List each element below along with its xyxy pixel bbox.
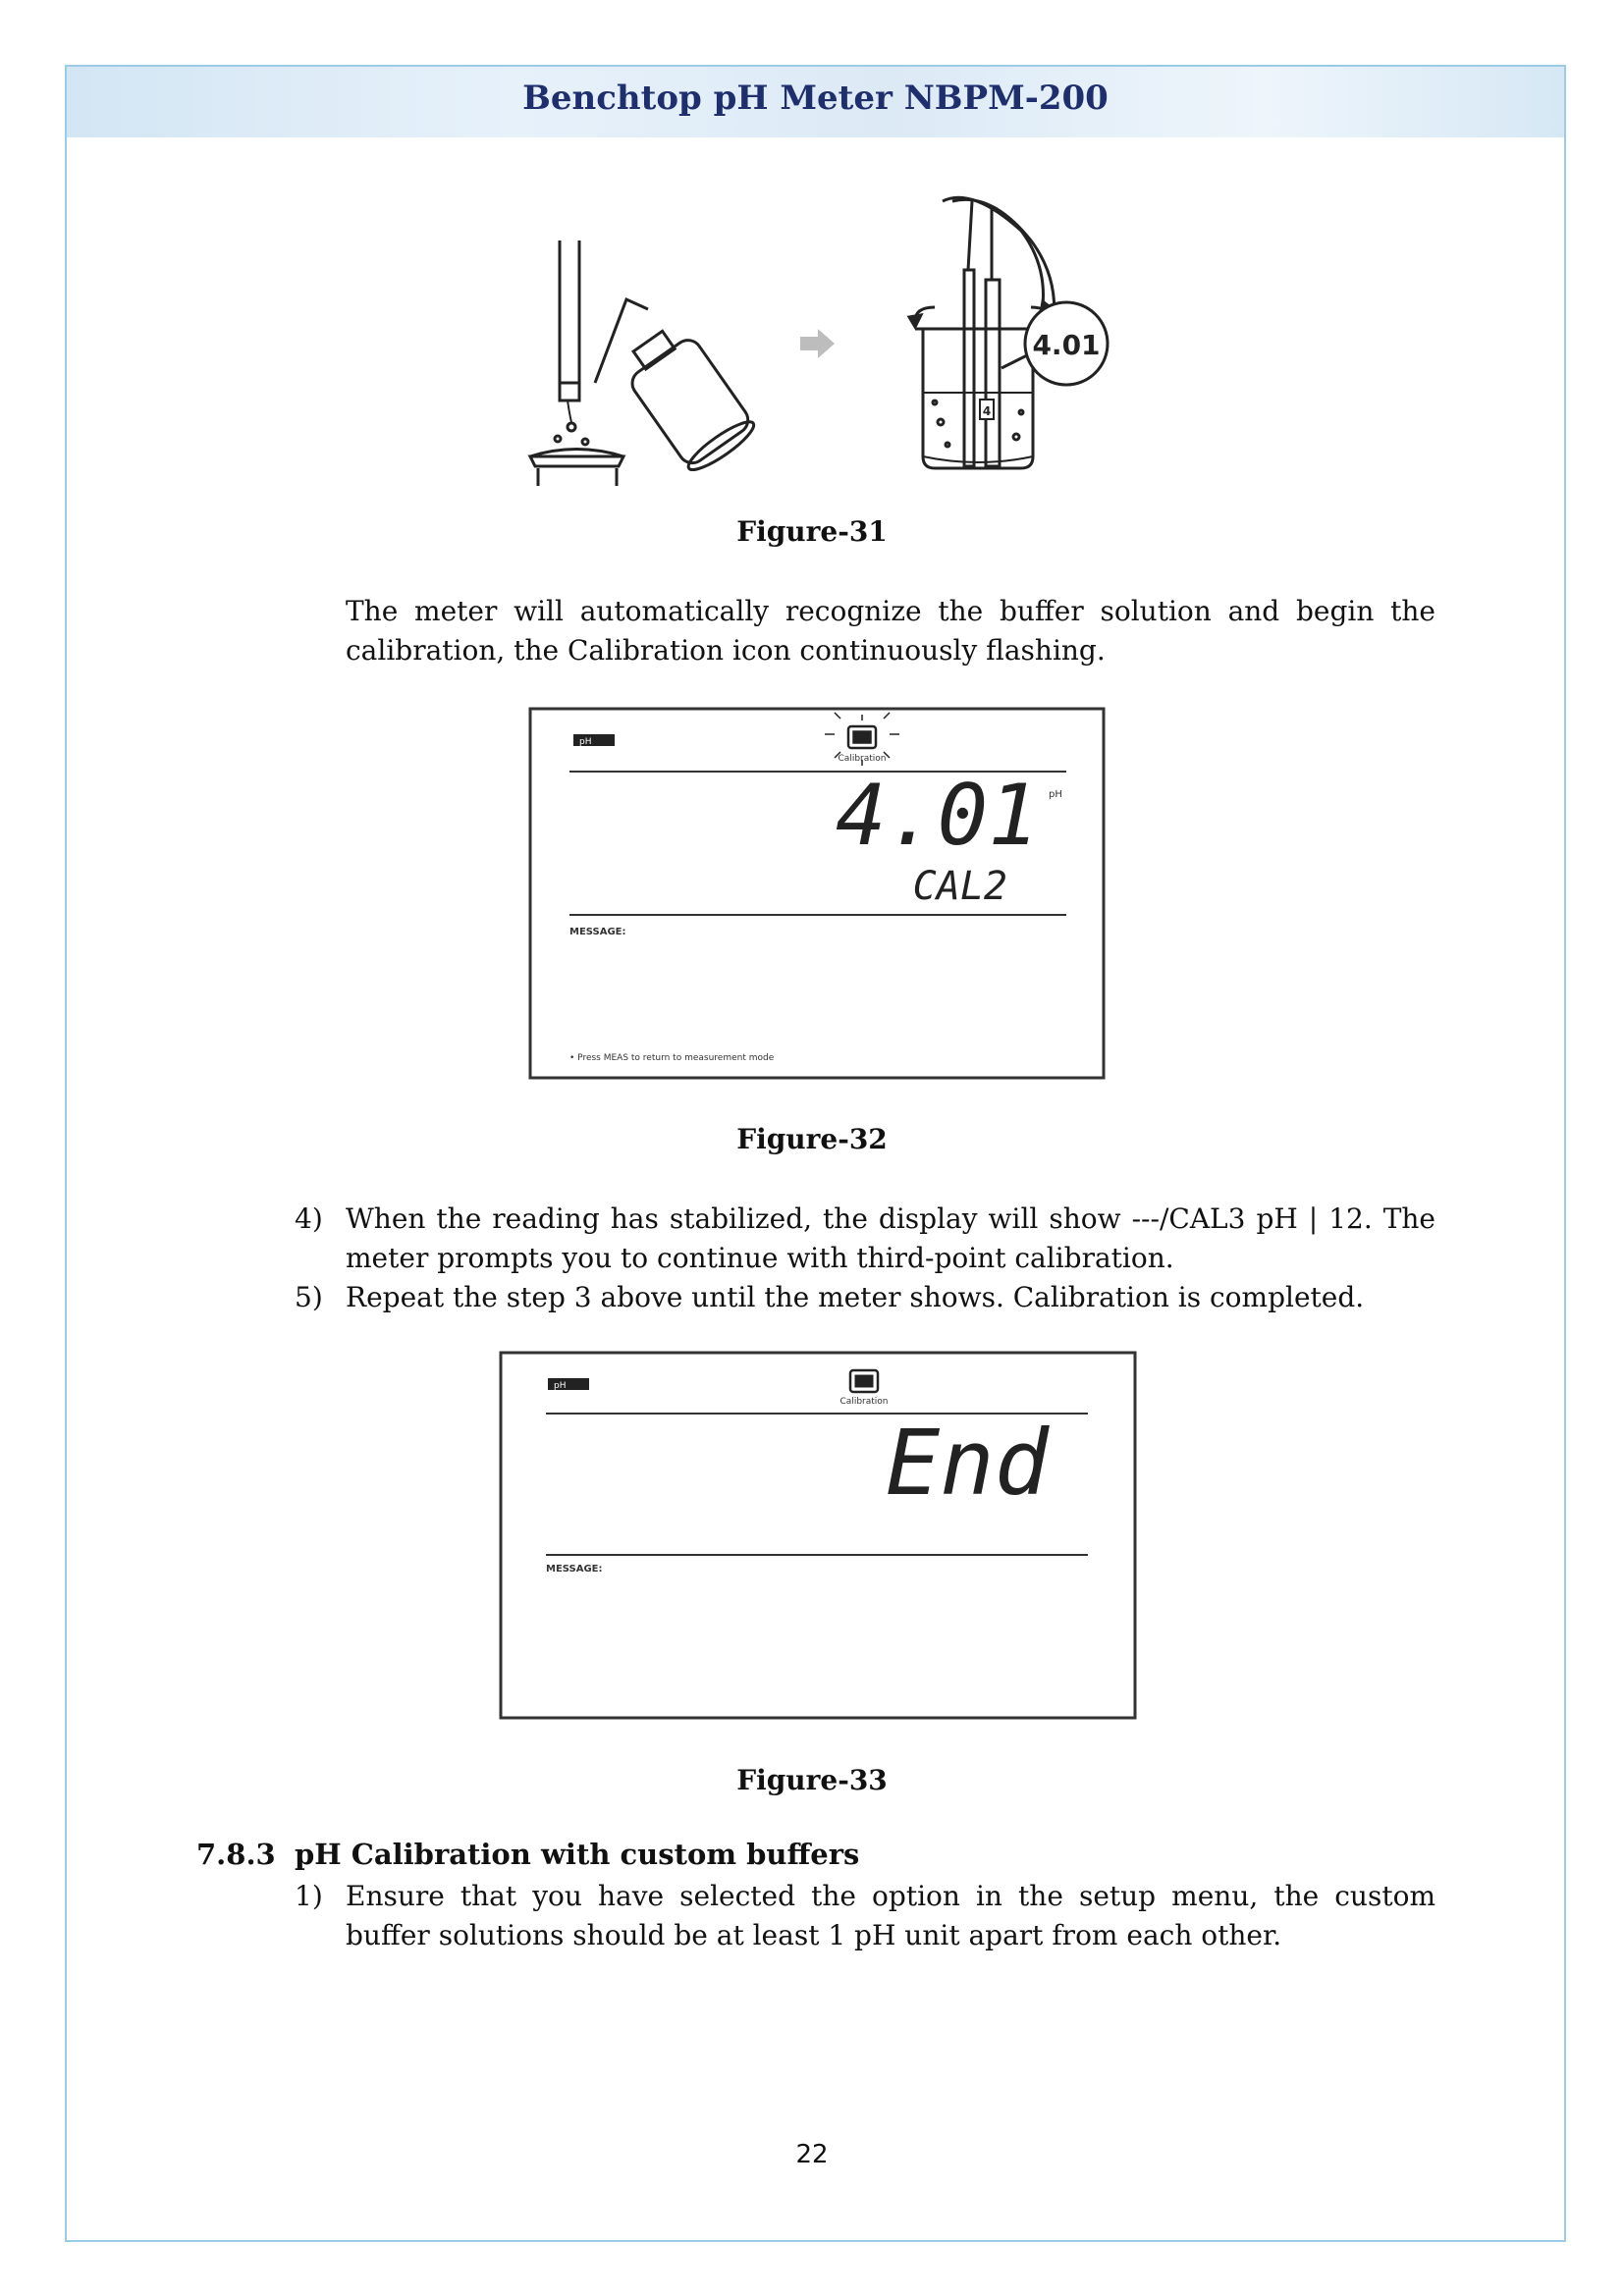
page-title: Benchtop pH Meter NBPM-200: [522, 79, 1109, 118]
end-reading: End: [885, 1411, 1049, 1516]
ph-mode-badge-text: pH: [579, 737, 592, 747]
calibration-label: Calibration: [838, 754, 887, 764]
page-number: 22: [795, 2140, 829, 2169]
beaker-label: 4: [982, 404, 992, 418]
list-item-number: 5): [295, 1281, 323, 1313]
message-label: MESSAGE:: [546, 1564, 603, 1575]
ph-mode-badge-text: pH: [554, 1381, 567, 1391]
callout-value: 4.01: [1032, 329, 1101, 361]
figure-33-lcd: [499, 1351, 1139, 1722]
paragraph-line-1: The meter will automatically recognize the buffer solution and begin the: [346, 595, 1435, 627]
secondary-reading: CAL2: [912, 864, 1007, 909]
figure-33-caption: Figure-33: [736, 1764, 888, 1796]
list-item-text: When the reading has stabilized, the display will show ---/CAL3 pH | 12. The meter prompts you to continue with third-point calibration.: [346, 1202, 1435, 1274]
list-item-number: 4): [295, 1202, 323, 1235]
list-item-text: Ensure that you have selected the option in the setup menu, the custom buffer solutions should be at least 1 pH unit apart from each other.: [346, 1880, 1435, 1951]
arrow-right-icon: [800, 329, 835, 358]
list-item-text: Repeat the step 3 above until the meter shows. Calibration is completed.: [346, 1281, 1365, 1313]
figure-31-illustration: [511, 191, 1119, 486]
message-label: MESSAGE:: [569, 927, 626, 937]
section-title: pH Calibration with custom buffers: [295, 1838, 860, 1871]
figure-32-caption: Figure-32: [736, 1123, 888, 1155]
rinse-illustration: [530, 240, 759, 486]
list-item-number: 1): [295, 1880, 323, 1912]
section-number: 7.8.3: [196, 1838, 276, 1871]
figure-31-caption: Figure-31: [736, 515, 888, 548]
main-reading: 4.01: [835, 767, 1039, 865]
paragraph-line-2: calibration, the Calibration icon continuously flashing.: [346, 634, 1106, 667]
figure-32-lcd: [528, 707, 1108, 1082]
unit-label: pH: [1049, 789, 1062, 800]
calibration-label: Calibration: [839, 1397, 889, 1407]
hint-text: • Press MEAS to return to measurement mode: [569, 1053, 775, 1063]
